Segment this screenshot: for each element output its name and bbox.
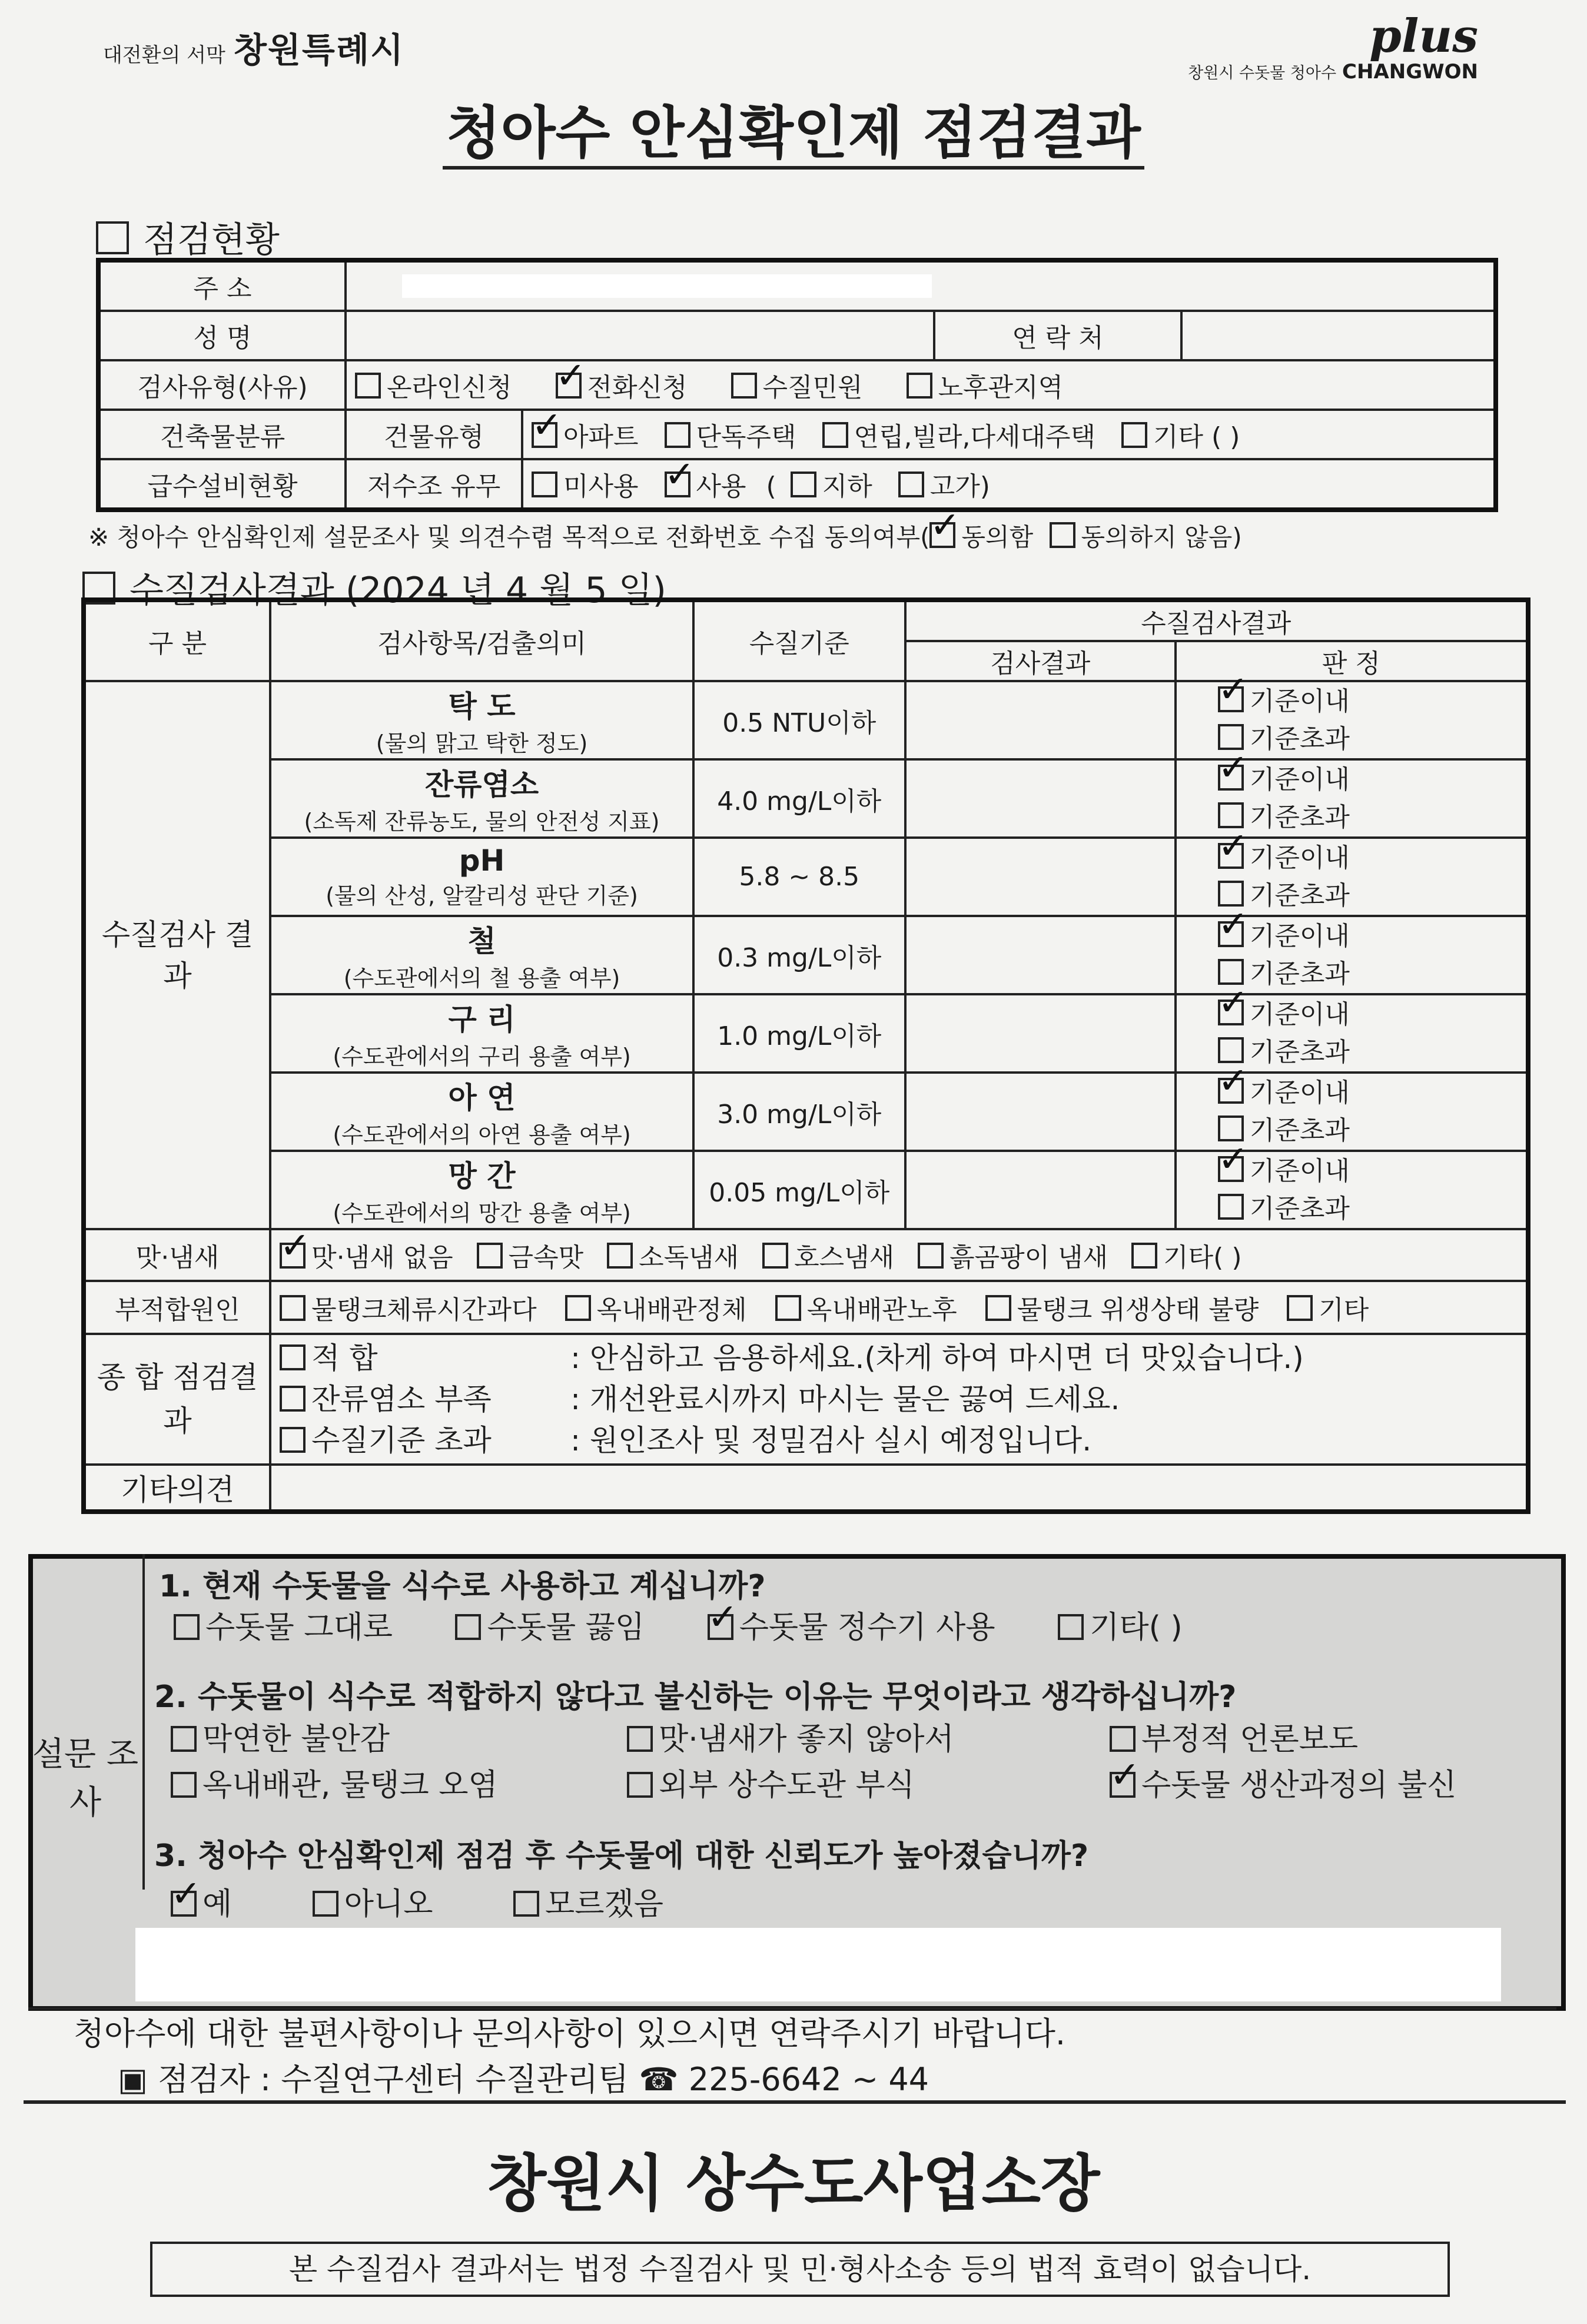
judgment-cell: ✓기준이내 기준초과 [1176,759,1528,838]
item-cell: 탁 도 (물의 맑고 탁한 정도) [270,681,693,759]
option-other: 기타( ) [1131,1243,1241,1273]
option-unknown: 모르겠음 [513,1887,663,1922]
section-checkbox-icon [96,221,129,254]
checkbox-checked-icon[interactable] [1218,1000,1244,1025]
checkbox-icon[interactable] [171,1726,197,1752]
table-row [84,838,1528,916]
survey-answer-2-5: 외부 상수도관 부식 [627,1760,915,1804]
option-house: 단독주택 [665,422,796,452]
tank-options [522,459,1496,510]
overall-chlorine: 잔류염소 부족 : 개선완료시까지 마시는 물은 끓여 드세요. [280,1379,1518,1420]
table-row [84,681,1528,759]
overall-options [270,1334,1528,1465]
results-section-title: 수질검사결과 (2024 년 4 월 5 일) [82,562,666,613]
result-cell [905,994,1176,1073]
result-cell [905,759,1176,838]
checkbox-icon[interactable] [918,1243,944,1269]
survey-question-1: 1. 현재 수돗물을 식수로 사용하고 계십니까? [159,1569,766,1604]
option-no-taste: ✓ 맛·냄새 없음 [280,1243,469,1273]
checkbox-icon[interactable] [532,472,557,497]
status-table [96,258,1498,512]
results-header: 수질검사결과 [905,600,1528,641]
inspection-type-label: 검사유형(사유) [98,360,346,410]
judgment-cell: ✓기준이내 기준초과 [1176,838,1528,916]
category-header: 구 분 [84,600,270,681]
checkbox-icon[interactable] [1131,1243,1157,1269]
table-row [84,759,1528,838]
taste-row [84,1229,1528,1281]
city-name: 창원특례시 [233,30,405,70]
judgment-cell: ✓기준이내 기준초과 [1176,916,1528,994]
option-underground: 지하 [791,472,872,502]
standard-cell: 0.5 NTU이하 [693,681,905,759]
building-row [98,410,1496,459]
checkbox-icon[interactable] [513,1891,539,1917]
checkbox-checked-icon[interactable] [280,1243,306,1269]
judgment-cell: ✓기준이내 기준초과 [1176,1073,1528,1151]
standard-header: 수질기준 [693,600,905,681]
option-yes: ✓예 [171,1887,303,1922]
name-label: 성 명 [98,311,346,360]
checkbox-icon[interactable] [1110,1726,1136,1752]
checkbox-icon[interactable] [280,1386,306,1412]
checkbox-icon[interactable] [1121,422,1147,448]
building-label: 건축물분류 [98,410,346,459]
option-metal: 금속맛 [477,1243,599,1273]
option-tank-time: 물탱크체류시간과다 [280,1295,557,1325]
city-logo [103,22,404,72]
survey-label: 설문 조사 [28,1554,145,1890]
contact-label: 연 락 처 [934,311,1181,360]
checkbox-icon[interactable] [1218,1194,1244,1220]
result-cell [905,681,1176,759]
checkbox-icon[interactable] [1058,1614,1084,1640]
address-value [346,260,1496,311]
checkbox-icon[interactable] [627,1726,653,1752]
option-used: ✓ 사용 [665,472,746,502]
item-header: 검사항목/검출의미 [270,600,693,681]
issuer-name: 창원시 상수도사업소장 [487,2147,1100,2219]
checkbox-checked-icon[interactable] [1218,1156,1244,1182]
judgment-cell: ✓기준이내 기준초과 [1176,994,1528,1073]
option-online: 온라인신청 [355,373,512,403]
option-old-pipe: 노후관지역 [907,373,1064,403]
option-apartment: ✓ 아파트 [532,422,639,452]
option-old-pipe: 옥내배관노후 [775,1295,977,1325]
survey-question-3: 3. 청아수 안심확인제 점검 후 수돗물에 대한 신뢰도가 높아졌습니까? [154,1838,1089,1874]
result-cell [905,838,1176,916]
item-cell: 아 연 (수도관에서의 아연 용출 여부) [270,1073,693,1151]
standard-cell: 5.8 ~ 8.5 [693,838,905,916]
building-type-label: 건물유형 [346,410,522,459]
checkbox-icon[interactable] [985,1295,1011,1321]
result-cell [905,916,1176,994]
option-elevated: 고가) [898,472,990,502]
survey-answer-2-4: 옥내배관, 물탱크 오염 [171,1760,498,1804]
option-complaint: 수질민원 [731,373,863,403]
item-cell: 잔류염소 (소독제 잔류농도, 물의 안전성 지표) [270,759,693,838]
checkbox-icon[interactable] [565,1295,591,1321]
option-tap: 수돗물 그대로 [174,1610,446,1645]
document-title: 청아수 안심확인제 점검결과 [0,88,1587,169]
redacted-area [135,1928,1501,2001]
consent-disagree: 동의하지 않음) [1081,523,1242,552]
option-other: 기타 [1287,1295,1369,1325]
checkbox-icon[interactable] [775,1295,801,1321]
checkbox-checked-icon[interactable] [171,1891,197,1917]
supply-row [98,459,1496,510]
survey-answer-2-1: 막연한 불안감 [171,1714,390,1758]
address-row [98,260,1496,311]
table-row [84,916,1528,994]
checkbox-icon[interactable] [1287,1295,1313,1321]
footer-border [24,2100,1566,2104]
contact-text: 청아수에 대한 불편사항이나 문의사항이 있으시면 연락주시기 바랍니다. [74,2015,1066,2052]
checkbox-icon[interactable] [762,1243,788,1269]
name-value [346,311,934,360]
option-purifier: ✓ 수돗물 정수기 사용 [708,1610,1048,1645]
checkbox-icon[interactable] [174,1614,200,1640]
result-cell [905,1073,1176,1151]
standard-cell: 4.0 mg/L이하 [693,759,905,838]
paren-open: ( [766,472,776,502]
checkbox-checked-icon[interactable] [708,1614,733,1640]
option-hose: 호스냄새 [762,1243,909,1273]
consent-agree: 동의함 [961,523,1034,552]
option-other: 기타 ( ) [1121,422,1240,452]
standard-cell: 0.3 mg/L이하 [693,916,905,994]
name-row [98,311,1496,360]
checkbox-checked-icon[interactable] [929,522,955,548]
consent-note: ※ 청아수 안심확인제 설문조사 및 의견수렴 목적으로 전화번호 수집 동의여부(✓ 동의함 동의하지 않음) [88,518,1242,553]
brand-logo [1188,9,1478,84]
standard-cell: 3.0 mg/L이하 [693,1073,905,1151]
survey-answer-2-6: ✓ 수돗물 생산과정의 불신 [1110,1760,1456,1804]
checkbox-checked-icon[interactable] [1110,1772,1136,1798]
inspection-type-options [346,360,1496,410]
checkbox-icon[interactable] [907,373,932,399]
supply-label: 급수설비현황 [98,459,346,510]
standard-cell: 1.0 mg/L이하 [693,994,905,1073]
option-other: 기타( ) [1058,1610,1183,1645]
cause-label: 부적합원인 [84,1281,270,1334]
judgment-cell: ✓기준이내 기준초과 [1176,1151,1528,1229]
checkbox-checked-icon[interactable] [1218,765,1244,791]
result-cell [905,1151,1176,1229]
item-cell: 구 리 (수도관에서의 구리 용출 여부) [270,994,693,1073]
brand-en: CHANGWON [1342,60,1478,84]
judgment-header: 판 정 [1176,641,1528,681]
taste-options [270,1229,1528,1281]
option-phone: ✓ 전화신청 [556,373,688,403]
checkbox-icon[interactable] [898,472,924,497]
checkbox-checked-icon[interactable] [532,422,557,448]
option-boil: 수돗물 끓임 [455,1610,698,1645]
address-label: 주 소 [98,260,346,311]
checkbox-checked-icon[interactable] [1218,921,1244,947]
survey-answers-3 [171,1879,663,1923]
row-group-label: 수질검사 결 과 [84,681,270,1229]
standard-cell: 0.05 mg/L이하 [693,1151,905,1229]
overall-pass: 적 합 : 안심하고 음용하세요.(차게 하여 마시면 더 맛있습니다.) [280,1337,1518,1379]
checkbox-icon[interactable] [280,1344,306,1370]
checkbox-icon[interactable] [665,422,690,448]
option-mold: 흙곰팡이 냄새 [918,1243,1123,1273]
status-section-title: 점검현황 [96,212,280,263]
tank-label: 저수조 유무 [346,459,522,510]
cause-row [84,1281,1528,1334]
item-cell: 망 간 (수도관에서의 망간 용출 여부) [270,1151,693,1229]
checkbox-icon[interactable] [280,1427,306,1453]
survey-answers-1 [174,1602,1183,1646]
results-table [81,597,1530,1514]
brand-plus: plus [1369,9,1478,63]
overall-row [84,1334,1528,1465]
checkbox-icon[interactable] [822,422,848,448]
option-stagnation: 옥내배관정체 [565,1295,767,1325]
cause-options [270,1281,1528,1334]
checkbox-icon[interactable] [477,1243,503,1269]
item-cell: 철 (수도관에서의 철 용출 여부) [270,916,693,994]
table-row [84,1151,1528,1229]
contact-value [1181,311,1496,360]
checkbox-icon[interactable] [355,373,381,399]
building-type-options [522,410,1496,459]
survey-question-2: 2. 수돗물이 식수로 적합하지 않다고 불신하는 이유는 무엇이라고 생각하십니까? [154,1679,1237,1715]
checkbox-checked-icon[interactable] [1218,1078,1244,1104]
other-row [84,1465,1528,1512]
survey-answer-2-3: 부정적 언론보도 [1110,1714,1358,1758]
inspector-info: ▣ 점검자 : 수질연구센터 수질관리팀 ☎ 225-6642 ~ 44 [118,2061,929,2098]
checkbox-checked-icon[interactable] [556,373,582,399]
checkbox-icon[interactable] [455,1614,481,1640]
option-disinfect: 소독냄새 [607,1243,754,1273]
inspection-type-row [98,360,1496,410]
checkbox-checked-icon[interactable] [665,472,690,497]
table-row [84,994,1528,1073]
checkbox-icon[interactable] [171,1772,197,1798]
overall-label: 종 합 점검결과 [84,1334,270,1465]
table-row [84,1073,1528,1151]
result-header: 검사결과 [905,641,1176,681]
other-label: 기타의견 [84,1465,270,1512]
checkbox-icon[interactable] [1050,522,1075,548]
option-villa: 연립,빌라,다세대주택 [822,422,1096,452]
checkbox-icon[interactable] [280,1295,306,1321]
checkbox-icon[interactable] [627,1772,653,1798]
option-unused: 미사용 [532,472,639,502]
taste-label: 맛·냄새 [84,1229,270,1281]
checkbox-icon[interactable] [791,472,816,497]
checkbox-checked-icon[interactable] [1218,686,1244,712]
item-cell: pH (물의 산성, 알칼리성 판단 기준) [270,838,693,916]
other-value [270,1465,1528,1512]
option-no: 아니오 [313,1887,504,1922]
checkbox-icon[interactable] [607,1243,633,1269]
checkbox-icon[interactable] [313,1891,338,1917]
disclaimer-box: 본 수질검사 결과서는 법정 수질검사 및 민·형사소송 등의 법적 효력이 없습니다. [150,2242,1450,2297]
option-tank-hygiene: 물탱크 위생상태 불량 [985,1295,1279,1325]
judgment-cell: ✓기준이내 기준초과 [1176,681,1528,759]
checkbox-icon[interactable] [731,373,757,399]
brand-sub: 창원시 수돗물 청아수 [1188,64,1337,82]
survey-answer-2-2: 맛·냄새가 좋지 않아서 [627,1714,954,1758]
slogan: 대전환의 서막 [103,44,225,67]
checkbox-checked-icon[interactable] [1218,843,1244,869]
overall-exceed: 수질기준 초과 : 원인조사 및 정밀검사 실시 예정입니다. [280,1420,1518,1461]
